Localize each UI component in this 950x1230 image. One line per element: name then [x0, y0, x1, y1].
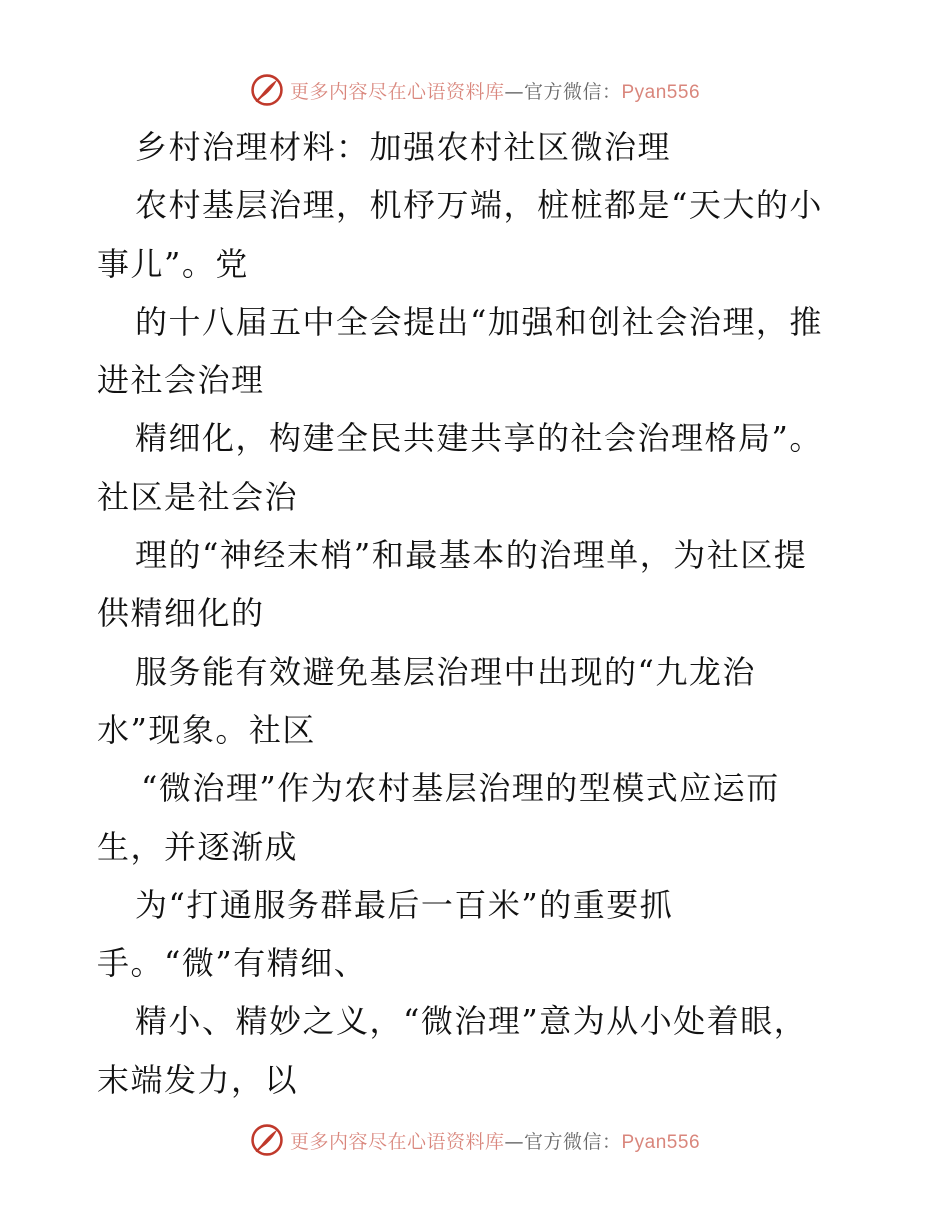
text-line: 服务能有效避免基层治理中出现的“九龙治	[135, 652, 756, 691]
text-line: 理的“神经末梢”和最基本的治理单，为社区提	[135, 536, 808, 575]
header-watermark-banner	[0, 70, 950, 110]
banner-separator: —	[504, 1130, 524, 1153]
text-line: 生，并逐渐成	[97, 827, 299, 866]
text-line: 水”现象。社区	[97, 710, 316, 749]
feather-pen-logo-icon	[250, 1123, 284, 1157]
text-line: 手。“微”有精细、	[97, 944, 368, 983]
text-line: 事儿”。党	[97, 244, 249, 283]
banner-wechat-label: 官方微信：	[523, 1130, 622, 1153]
text-line: 为“打通服务群最后一百米”的重要抓	[135, 885, 674, 924]
feather-pen-logo-icon	[250, 73, 284, 107]
text-line: 供精细化的	[97, 594, 265, 633]
banner-main-text: 更多内容尽在心语资料库	[289, 80, 505, 103]
text-line: 精小、精妙之义，“微治理”意为从小处着眼，	[135, 1002, 808, 1041]
banner-wechat-id: Pyan556	[621, 1131, 701, 1153]
footer-watermark-banner	[0, 1120, 950, 1160]
text-line: 进社会治理	[97, 361, 265, 400]
document-title: 乡村治理材料：加强农村社区微治理	[135, 128, 672, 166]
text-line: 社区是社会治	[97, 477, 299, 516]
banner-wechat-id: Pyan556	[621, 81, 701, 103]
text-line: 的十八届五中全会提出“加强和创社会治理，推	[135, 302, 823, 341]
text-line: 精细化，构建全民共建共享的社会治理格局”。	[135, 419, 823, 458]
banner-separator: —	[504, 80, 524, 103]
banner-text	[290, 1127, 700, 1154]
text-line: 末端发力，以	[97, 1060, 299, 1099]
text-line: 农村基层治理，机杼万端，桩桩都是“天大的小	[135, 186, 823, 225]
banner-text	[290, 77, 700, 104]
document-body	[97, 118, 867, 1109]
banner-wechat-label: 官方微信：	[523, 80, 622, 103]
text-line: “微治理”作为农村基层治理的型模式应运而	[141, 769, 780, 808]
banner-main-text: 更多内容尽在心语资料库	[289, 1130, 505, 1153]
